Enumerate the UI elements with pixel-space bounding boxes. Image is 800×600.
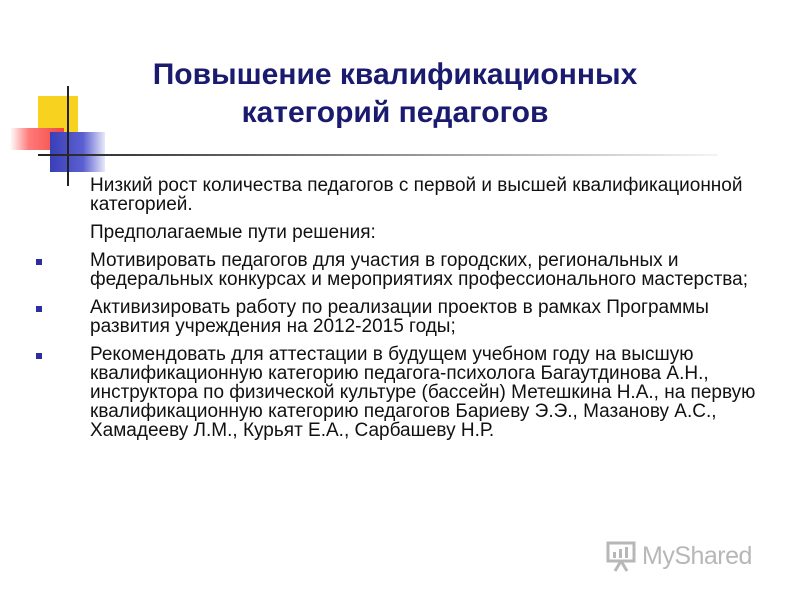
bullet-item — [30, 298, 780, 336]
bullet-square-icon — [36, 259, 42, 265]
bullet-text: Активизировать работу по реализации проектов в рамках Программы развития учреждения на 2012-2015 годы; — [90, 297, 709, 337]
paragraph: Предполагаемые пути решения: — [90, 222, 376, 243]
bullet-text: Мотивировать педагогов для участия в городских, региональных и федеральных конкурсах и мероприятиях профессионального мастерства; — [90, 250, 749, 290]
bullet-item — [30, 345, 780, 440]
decorative-blue-square — [50, 132, 105, 172]
decorative-vertical-line — [67, 86, 69, 186]
title-underline — [38, 154, 718, 156]
bullet-text: Рекомендовать для аттестации в будущем учебном году на высшую квалификационную категорию педагога-психолога Багаутдинова А.Н., инструктора по физической культуре (бассейн) Метешкина Н.А., на первую квалификационную категорию педагогов Бариеву Э.Э., Мазанову А.С., Хамадееву Л.М., Курьят Е.А., Сарбашеву Н.Р. — [90, 344, 756, 441]
watermark-text: MyShared — [642, 541, 752, 570]
presentation-board-icon — [606, 540, 636, 572]
slide-title: Повышение квалификационных категорий педагогов — [152, 58, 638, 129]
bullet-item — [30, 251, 780, 289]
slide-body — [30, 176, 780, 449]
bullet-square-icon — [36, 353, 42, 359]
paragraph: Низкий рост количества педагогов с первой и высшей квалификационной категорией. — [90, 175, 743, 215]
bullet-square-icon — [36, 306, 42, 312]
myshared-watermark — [606, 536, 776, 576]
